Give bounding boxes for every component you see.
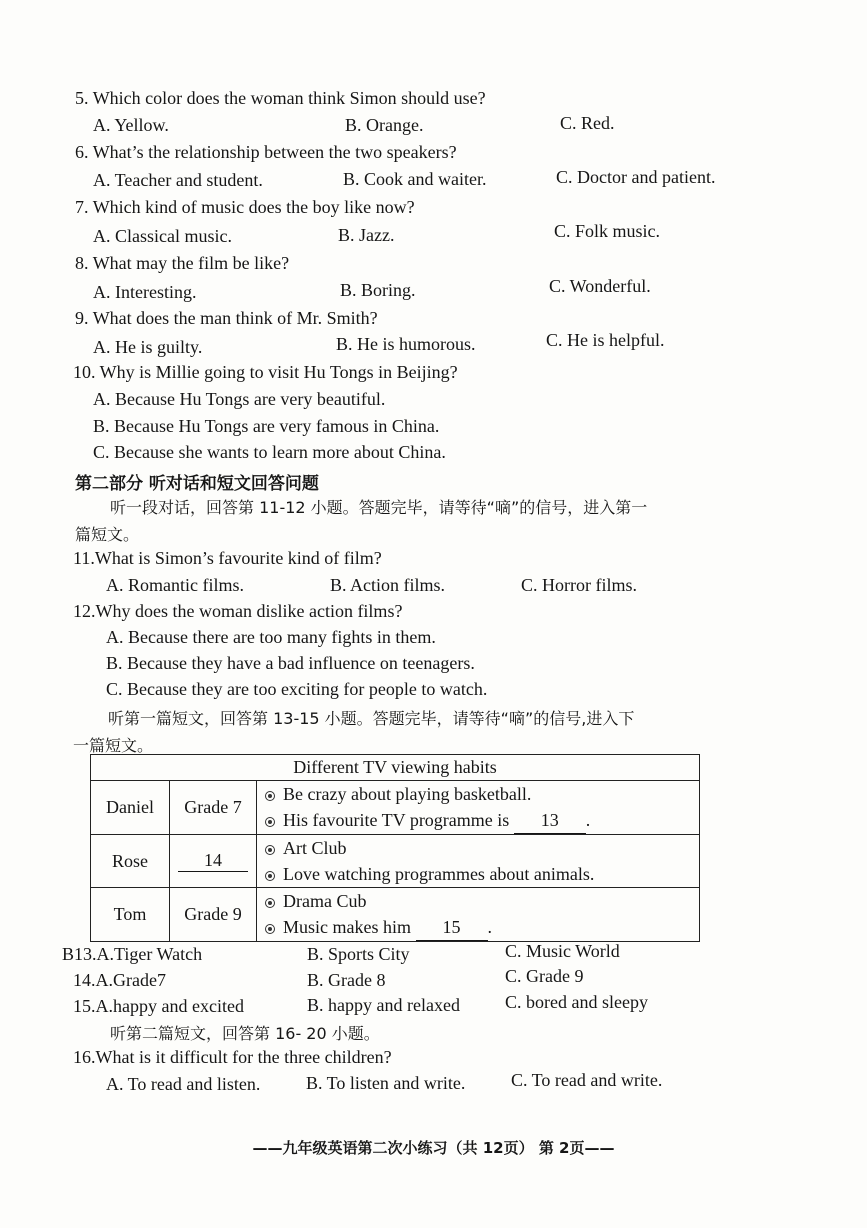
q10-option-a: A. Because Hu Tongs are very beautiful. [93,389,386,409]
student-name: Daniel [91,781,170,835]
question-16: 16.What is it difficult for the three children? [73,1047,392,1067]
answer-blank-13: 13 [514,807,586,834]
student-info: Be crazy about playing basketball. His favourite TV programme is 13 . [257,781,700,835]
question-5: 5. Which color does the woman think Simon should use? [75,88,486,108]
answer-blank-14: 14 [178,850,248,872]
q5-option-c: C. Red. [560,113,615,133]
q5-option-b: B. Orange. [345,115,424,135]
student-grade: Grade 7 [170,781,257,835]
q9-option-c: C. He is helpful. [546,330,665,350]
part2-instruction-1: 听一段对话，回答第 11-12 小题。答题完毕，请等待“嘀”的信号，进入第一 [110,498,648,517]
table-title: Different TV viewing habits [91,755,700,781]
q14-option-b: B. Grade 8 [307,970,386,990]
q7-option-a: A. Classical music. [93,226,232,246]
q8-option-c: C. Wonderful. [549,276,651,296]
question-12: 12.Why does the woman dislike action films? [73,601,403,621]
table-row [91,888,700,942]
question-9: 9. What does the man think of Mr. Smith? [75,308,378,328]
question-14: 14.A.Grade7 [73,970,166,990]
bullet-icon [265,791,275,801]
page-footer: ——九年级英语第二次小练习（共 12页） 第 2页—— [252,1139,615,1157]
q9-option-b: B. He is humorous. [336,334,476,354]
question-13: B13.A.Tiger Watch [62,944,203,964]
q10-option-b: B. Because Hu Tongs are very famous in China. [93,416,440,436]
student-name: Tom [91,888,170,942]
q6-option-a: A. Teacher and student. [93,170,263,190]
q11-option-b: B. Action films. [330,575,446,595]
q9-option-a: A. He is guilty. [93,337,203,357]
q8-option-a: A. Interesting. [93,282,197,302]
table-row [91,781,700,835]
question-7: 7. Which kind of music does the boy like now? [75,197,415,217]
part2-instruction-2: 听第一篇短文，回答第 13-15 小题。答题完毕，请等待“嘀”的信号,进入下 [108,709,635,728]
q6-option-c: C. Doctor and patient. [556,167,716,187]
bullet-icon [265,924,275,934]
answer-blank-15: 15 [416,914,488,941]
q6-option-b: B. Cook and waiter. [343,169,487,189]
table-row [91,835,700,888]
student-name: Rose [91,835,170,888]
q15-option-c: C. bored and sleepy [505,992,648,1012]
q14-option-c: C. Grade 9 [505,966,584,986]
q7-option-c: C. Folk music. [554,221,661,241]
question-11: 11.What is Simon’s favourite kind of film? [73,548,382,568]
student-info: Art Club Love watching programmes about animals. [257,835,700,888]
q16-option-b: B. To listen and write. [306,1073,466,1093]
part2-title: 第二部分 听对话和短文回答问题 [75,474,319,494]
student-info: Drama Cub Music makes him 15 . [257,888,700,942]
student-grade [170,835,257,888]
student-grade: Grade 9 [170,888,257,942]
bullet-icon [265,817,275,827]
q8-option-b: B. Boring. [340,280,416,300]
q12-option-b: B. Because they have a bad influence on teenagers. [106,653,475,673]
bullet-icon [265,871,275,881]
q15-option-b: B. happy and relaxed [307,995,460,1015]
q13-option-b: B. Sports City [307,944,410,964]
question-6: 6. What’s the relationship between the two speakers? [75,142,457,162]
part2-instruction-1-cont: 篇短文。 [75,525,140,544]
part2-instruction-2-cont: 一篇短文。 [73,736,154,755]
q16-option-a: A. To read and listen. [106,1074,261,1094]
tv-habits-table [90,754,700,942]
q12-option-a: A. Because there are too many fights in them. [106,627,436,647]
q7-option-b: B. Jazz. [338,225,395,245]
bullet-icon [265,845,275,855]
part2-instruction-3: 听第二篇短文，回答第 16- 20 小题。 [110,1024,380,1043]
q11-option-c: C. Horror films. [521,575,637,595]
q16-option-c: C. To read and write. [511,1070,663,1090]
question-15: 15.A.happy and excited [73,996,244,1016]
bullet-icon [265,898,275,908]
q12-option-c: C. Because they are too exciting for people to watch. [106,679,488,699]
question-10: 10. Why is Millie going to visit Hu Tongs in Beijing? [73,362,458,382]
q5-option-a: A. Yellow. [93,115,169,135]
q11-option-a: A. Romantic films. [106,575,244,595]
question-8: 8. What may the film be like? [75,253,290,273]
q10-option-c: C. Because she wants to learn more about China. [93,442,446,462]
q13-option-c: C. Music World [505,941,620,961]
handwritten-answer: B [62,944,75,964]
